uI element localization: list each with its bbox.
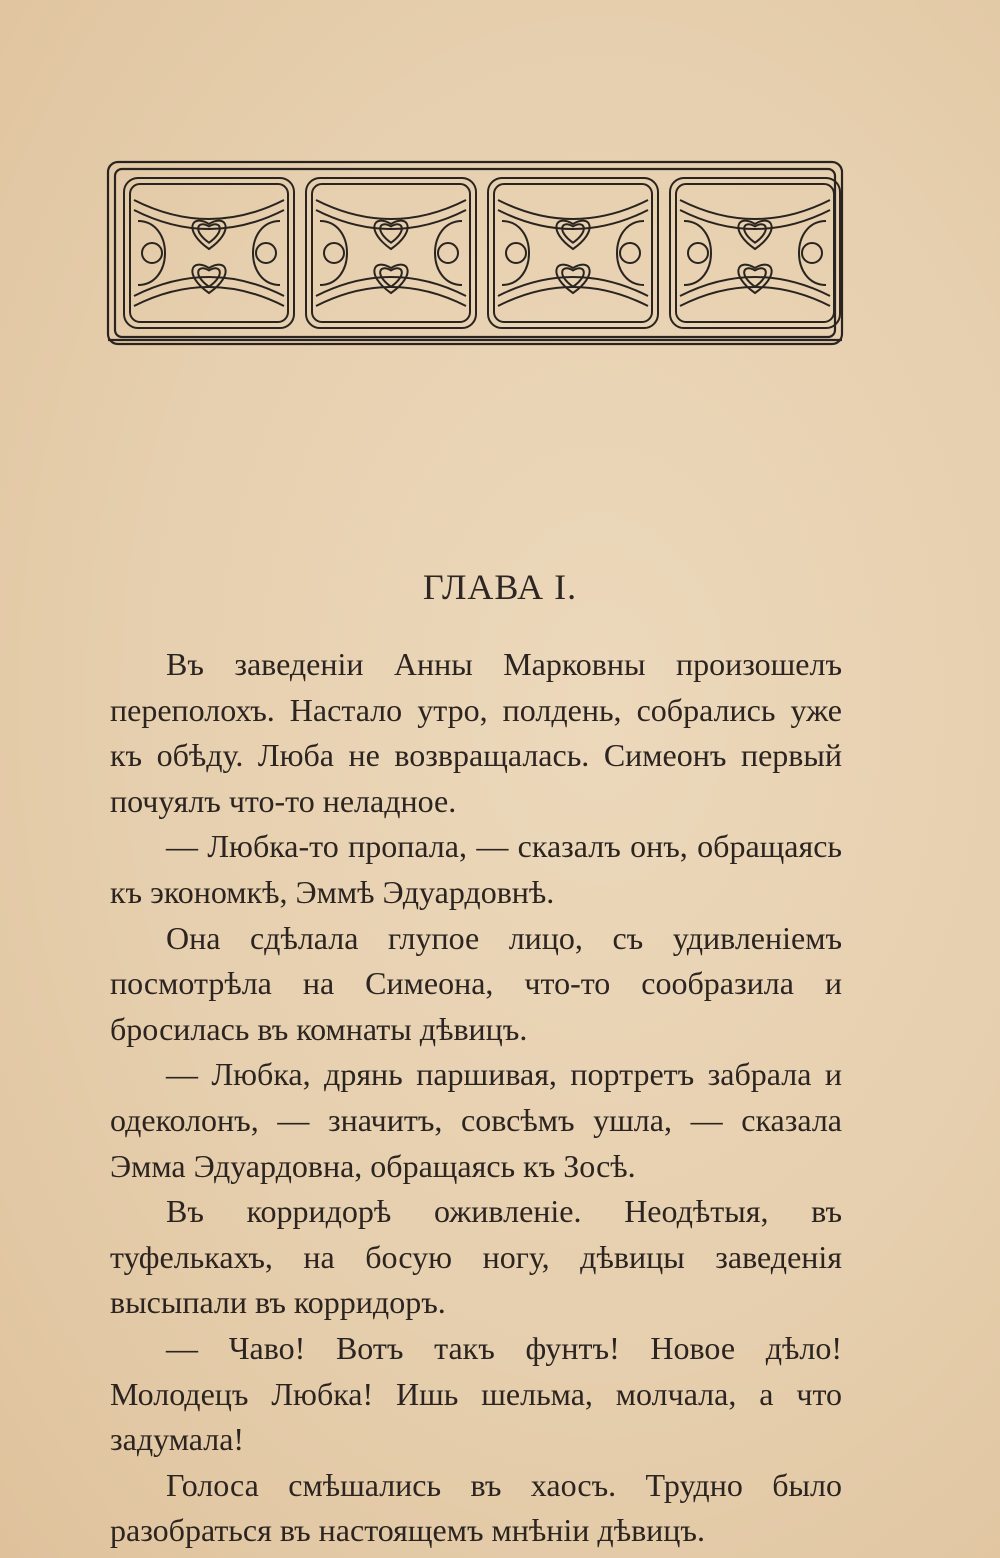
chapter-title: ГЛАВА I.: [422, 567, 578, 607]
paragraph: Въ корридорѣ оживленiе. Неодѣтыя, въ туфелькахъ, на босую ногу, дѣвицы заведенiя высыпали въ корридоръ.: [110, 1193, 842, 1321]
paragraph: — Любка-то пропала, — сказалъ онъ, обращаясь къ экономкѣ, Эммѣ Эдуардовнѣ.: [110, 828, 842, 910]
paragraph: Она сдѣлала глупое лицо, съ удивленiемъ посмотрѣла на Симеона, что-то сообразила и бросилась въ комнаты дѣвицъ.: [110, 919, 842, 1047]
celtic-knot-headpiece-ornament: [106, 158, 844, 348]
paragraph: Голоса смѣшались въ хаосъ. Трудно было разобраться въ настоящемъ мнѣнiи дѣвицъ.: [110, 1466, 842, 1549]
paragraph: — Чаво! Вотъ такъ фунтъ! Новое дѣло! Молодецъ Любка! Ишь шельма, молчала, а что задумала!: [110, 1329, 842, 1458]
chapter-text: [110, 642, 842, 1554]
paragraph: — Любка, дрянь паршивая, портретъ забрала и одеколонъ, — значитъ, совсѣмъ ушла, — сказала Эмма Эдуардовна, обращаясь къ Зосѣ.: [110, 1056, 842, 1184]
paragraph: Въ заведенiи Анны Марковны произошелъ переполохъ. Настало утро, полдень, собрались уже къ обѣду. Люба не возвращалась. Симеонъ первый почуялъ что-то неладное.: [110, 646, 842, 819]
